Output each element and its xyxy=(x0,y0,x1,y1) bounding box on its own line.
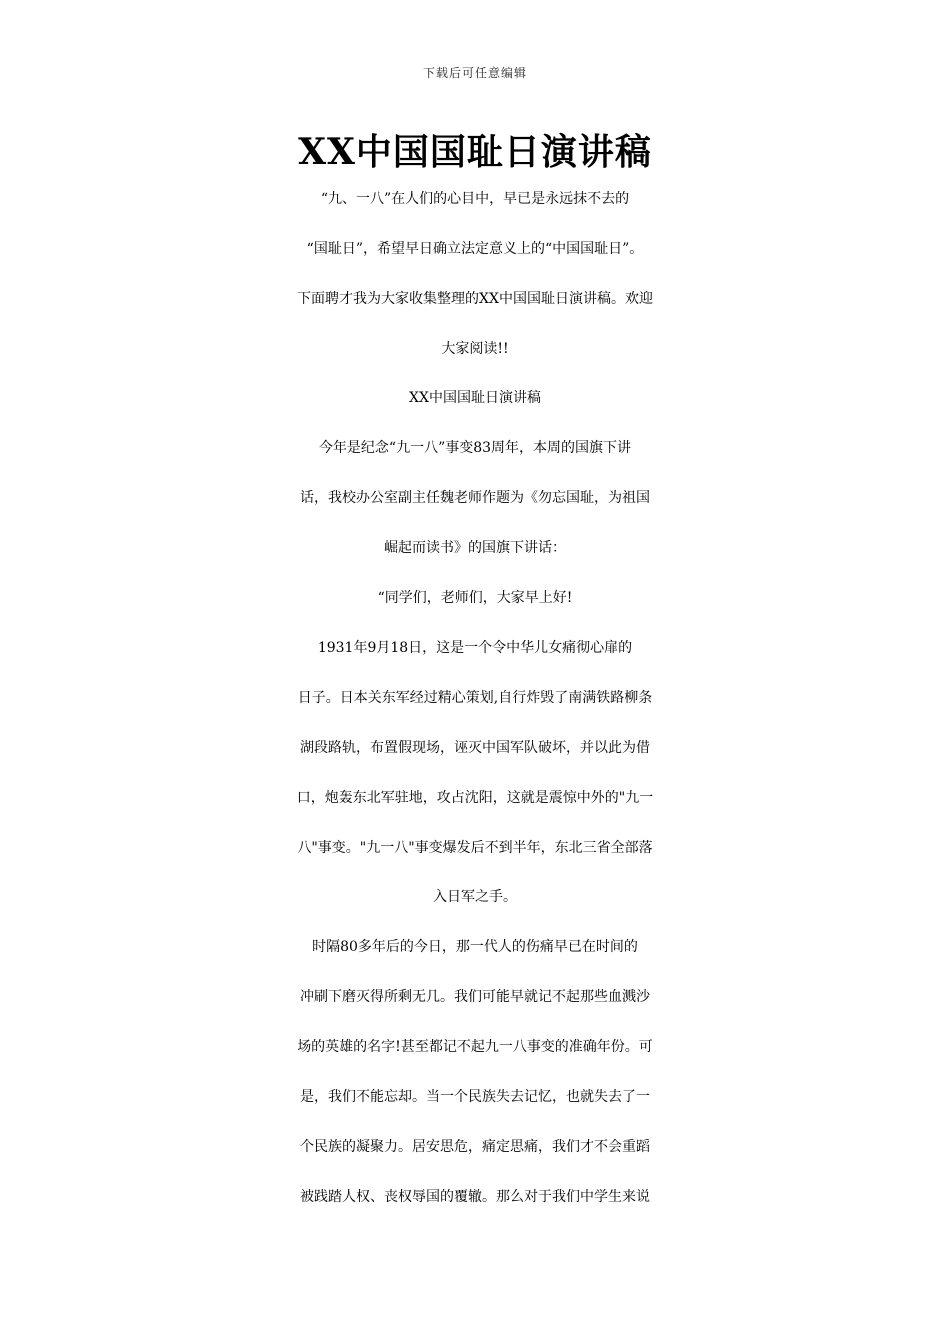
body-line: “国耻日”，希望早日确立法定意义上的“中国国耻日”。 xyxy=(306,241,644,257)
body-line: 崛起而读书》的国旗下讲话： xyxy=(384,540,566,556)
body-line: 场的英雄的名字!甚至都记不起九一八事变的准确年份。可 xyxy=(297,1039,653,1055)
body-line: 是，我们不能忘却。当一个民族失去记忆，也就失去了一 xyxy=(300,1089,650,1105)
body-line: 1931年9月18日，这是一个令中华儿女痛彻心扉的 xyxy=(317,640,633,656)
body-line: 话，我校办公室副主任魏老师作题为《勿忘国耻，为祖国 xyxy=(300,490,650,506)
body-line: 个民族的凝聚力。居安思危，痛定思痛，我们才不会重蹈 xyxy=(300,1139,650,1155)
body-line: 口，炮轰东北军驻地，攻占沈阳，这就是震惊中外的"九一 xyxy=(296,790,654,806)
body-line: 被践踏人权、丧权辱国的覆辙。那么对于我们中学生来说 xyxy=(300,1189,650,1205)
body-line: 日子。日本关东军经过精心策划,自行炸毁了南满铁路柳条 xyxy=(297,690,653,706)
body-line: 冲刷下磨灭得所剩无几。我们可能早就记不起那些血溅沙 xyxy=(300,989,650,1005)
body-line: 湖段路轨，布置假现场，诬灭中国军队破坏，并以此为借 xyxy=(300,740,650,756)
body-line: 下面聘才我为大家收集整理的XX中国国耻日演讲稿。欢迎 xyxy=(297,291,653,307)
body-line: 入日军之手。 xyxy=(433,889,517,905)
header-note: 下载后可任意编辑 xyxy=(422,66,527,80)
section-heading: XX中国国耻日演讲稿 xyxy=(409,390,541,406)
body-line: 今年是纪念“九一八”事变83周年，本周的国旗下讲 xyxy=(318,440,632,456)
body-line: 时隔80多年后的今日，那一代人的伤痛早已在时间的 xyxy=(312,939,638,955)
body-line: 大家阅读!! xyxy=(441,341,509,357)
page-title: XX中国国耻日演讲稿 xyxy=(298,131,652,173)
body-line: “九、一八”在人们的心目中，早已是永远抹不去的 xyxy=(320,191,630,207)
body-line: 八"事变。"九一八"事变爆发后不到半年，东北三省全部落 xyxy=(297,840,653,856)
body-line: “同学们，老师们，大家早上好! xyxy=(377,590,573,606)
